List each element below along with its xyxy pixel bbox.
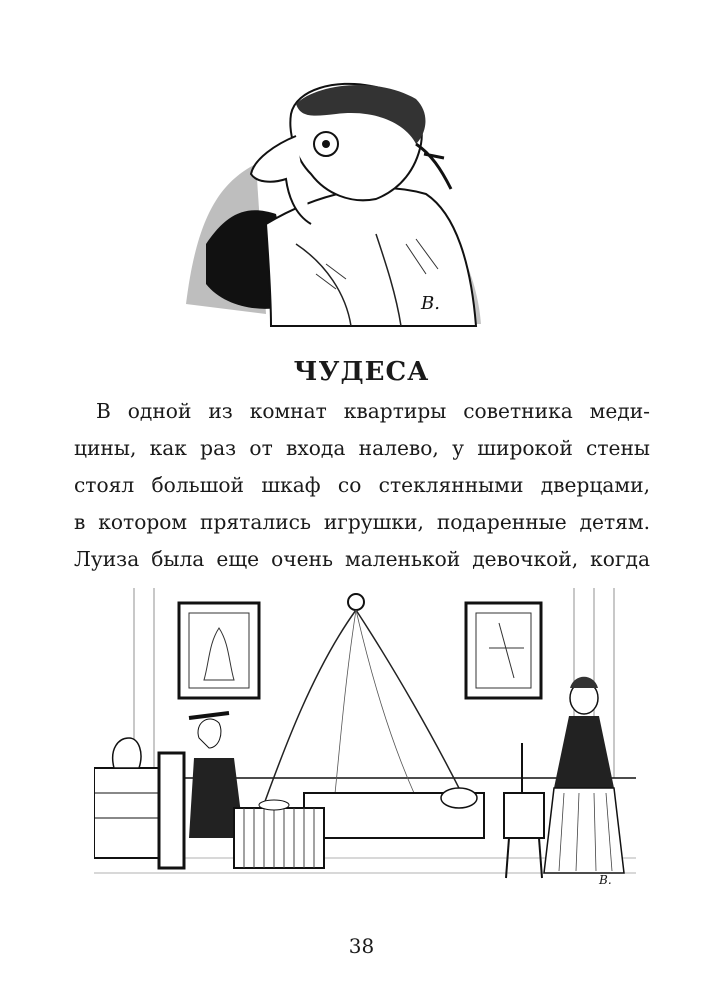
chapter-title: ЧУДЕСА (293, 357, 430, 387)
text-line: в котором прятались игрушки, подаренные детям. (74, 510, 650, 534)
room-engraving (94, 588, 636, 888)
page-number: 38 (348, 934, 375, 958)
svg-text:B.: B. (421, 293, 440, 314)
text-line: Луиза была еще очень маленькой девочкой, когда (74, 547, 650, 571)
text-line: В одной из комнат квартиры советника меди- (96, 399, 650, 423)
portrait-engraving (176, 74, 486, 336)
body-text (74, 393, 650, 578)
svg-text:B.: B. (599, 873, 612, 887)
text-line: цины, как раз от входа налево, у широкой стены (74, 436, 650, 460)
text-line: стоял большой шкаф со стеклянными дверцами, (74, 473, 650, 497)
